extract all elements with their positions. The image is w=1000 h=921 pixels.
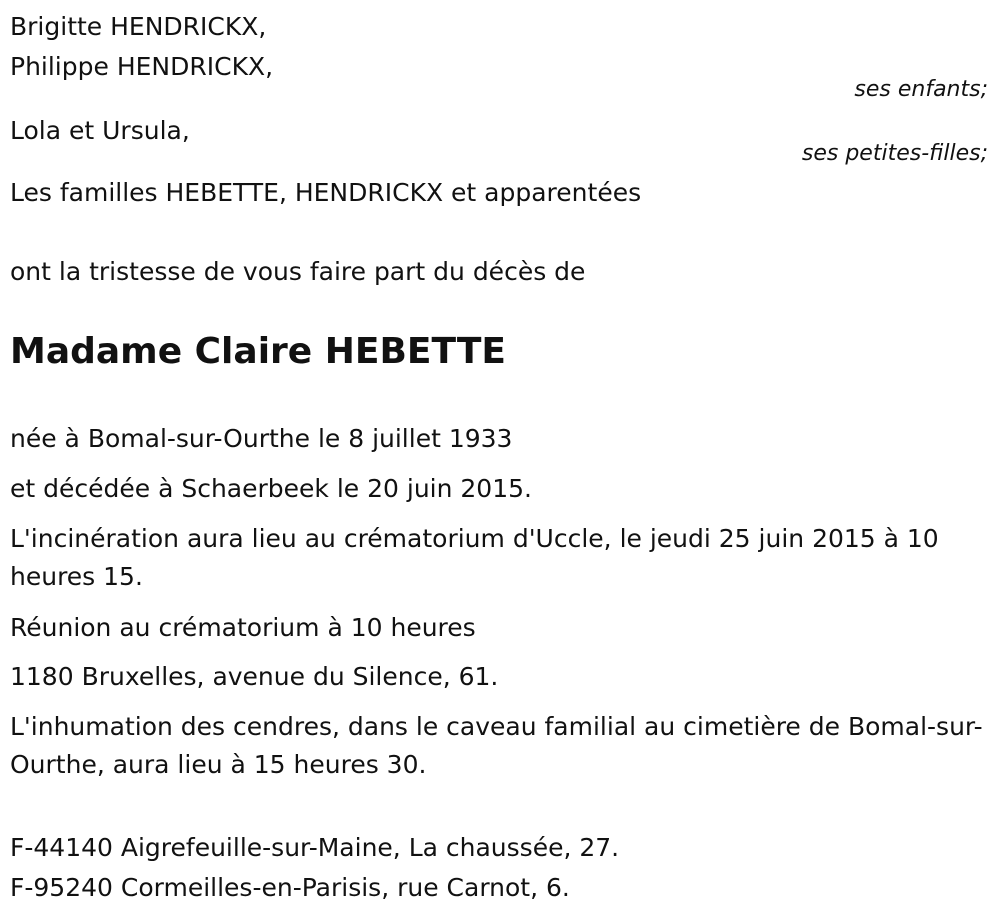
address-line-1: F-44140 Aigrefeuille-sur-Maine, La chaussée, 27.: [10, 833, 620, 862]
families-line: Les familles HEBETTE, HENDRICKX et apparentées: [10, 178, 642, 207]
meeting-address: 1180 Bruxelles, avenue du Silence, 61.: [10, 662, 499, 691]
deceased-name: Madame Claire HEBETTE: [10, 331, 507, 372]
burial-paragraph: L'inhumation des cendres, dans le caveau familial au cimetière de Bomal-sur-Ourthe, aura lieu à 15 heures 30.: [10, 712, 983, 779]
grandchildren-role: ses petites-filles;: [801, 141, 988, 166]
child-name-2: Philippe HENDRICKX,: [10, 52, 274, 81]
birth-line: née à Bomal-sur-Ourthe le 8 juillet 1933: [10, 424, 513, 453]
cremation-paragraph: L'incinération aura lieu au crématorium d'Uccle, le jeudi 25 juin 2015 à 10 heures 15.: [10, 524, 939, 591]
address-line-2: F-95240 Cormeilles-en-Parisis, rue Carnot, 6.: [10, 873, 570, 902]
child-name-1: Brigitte HENDRICKX,: [10, 12, 267, 41]
announcement-line: ont la tristesse de vous faire part du décès de: [10, 257, 586, 286]
children-role: ses enfants;: [854, 77, 988, 102]
grandchildren-names: Lola et Ursula,: [10, 116, 190, 145]
death-line: et décédée à Schaerbeek le 20 juin 2015.: [10, 474, 532, 503]
meeting-line: Réunion au crématorium à 10 heures: [10, 613, 476, 642]
